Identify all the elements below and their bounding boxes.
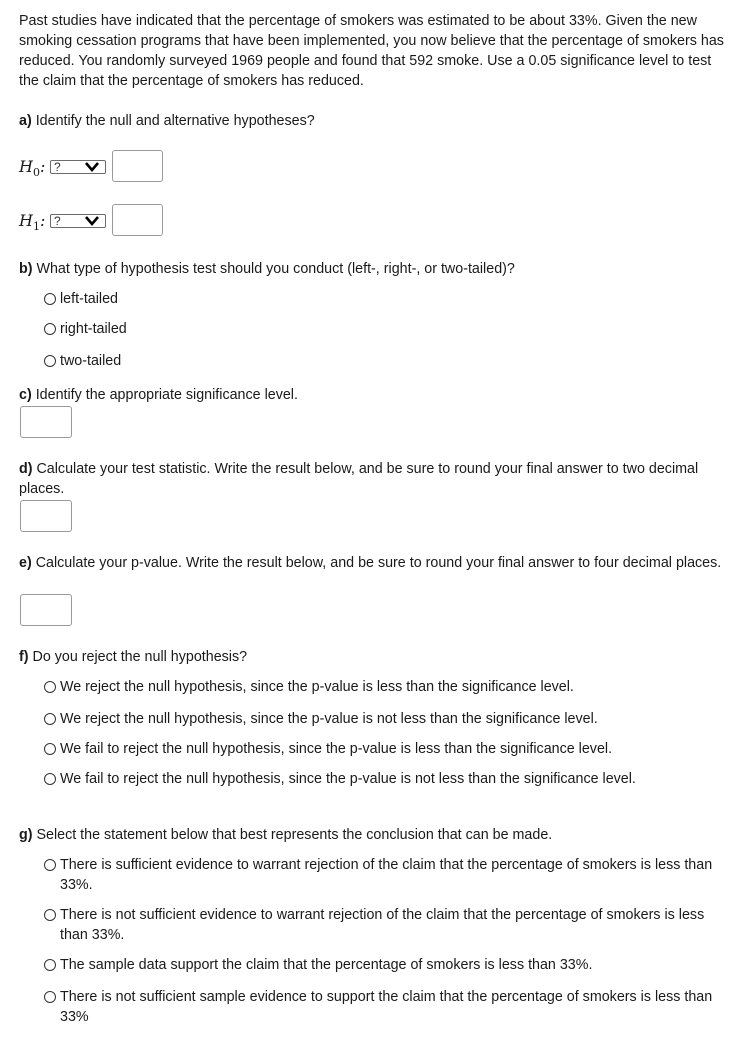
h0-value-input[interactable] <box>112 150 163 182</box>
question-c-text: Identify the appropriate significance level. <box>31 387 298 403</box>
radio-button[interactable] <box>44 859 56 871</box>
test-statistic-input[interactable] <box>20 500 72 532</box>
option-label: We reject the null hypothesis, since the p-value is less than the significance level. <box>60 679 574 695</box>
question-b-marker: b) <box>19 261 33 277</box>
radio-button[interactable] <box>44 991 56 1003</box>
question-d-marker: d) <box>19 461 33 477</box>
radio-button[interactable] <box>44 773 56 785</box>
radio-button[interactable] <box>44 743 56 755</box>
option-label: left-tailed <box>60 291 119 307</box>
radio-option-fail-not-less[interactable] <box>44 769 720 789</box>
question-d-text: Calculate your test statistic. Write the result below, and be sure to round your final answer to two decimal places. <box>19 461 699 497</box>
option-label: We reject the null hypothesis, since the p-value is not less than the significance level. <box>60 711 598 727</box>
option-label: two-tailed <box>60 353 122 369</box>
option-label: The sample data support the claim that the percentage of smokers is less than 33%. <box>60 957 593 973</box>
question-g-text: Select the statement below that best represents the conclusion that can be made. <box>32 827 553 843</box>
question-e <box>19 553 731 573</box>
h1-value-input[interactable] <box>112 204 163 236</box>
radio-option-reject-not-less[interactable] <box>44 709 720 729</box>
h1-label <box>19 211 45 237</box>
option-label: There is not sufficient sample evidence to support the claim that the percentage of smokers is less than 33% <box>60 989 713 1025</box>
question-f <box>19 647 247 667</box>
chevron-down-icon <box>83 161 101 173</box>
option-label: right-tailed <box>60 321 127 337</box>
h0-label <box>19 157 45 183</box>
significance-level-input[interactable] <box>20 406 72 438</box>
option-label: We fail to reject the null hypothesis, since the p-value is less than the significance level. <box>60 741 613 757</box>
option-label: There is not sufficient evidence to warrant rejection of the claim that the percentage of smokers is less than 33%. <box>60 907 705 943</box>
question-a <box>19 111 315 131</box>
question-b-text: What type of hypothesis test should you conduct (left-, right-, or two-tailed)? <box>32 261 515 277</box>
question-f-text: Do you reject the null hypothesis? <box>28 649 248 665</box>
radio-option-conclusion-2[interactable] <box>44 905 720 945</box>
h1-letter: H <box>19 211 33 230</box>
h1-select-value: ? <box>54 214 61 228</box>
h1-colon: : <box>39 211 46 230</box>
h1-operator-select[interactable] <box>50 214 106 228</box>
radio-button[interactable] <box>44 323 56 335</box>
question-a-text: Identify the null and alternative hypotheses? <box>31 113 315 129</box>
radio-button[interactable] <box>44 355 56 367</box>
radio-button[interactable] <box>44 713 56 725</box>
question-e-text: Calculate your p-value. Write the result below, and be sure to round your final answer to four decimal places. <box>31 555 722 571</box>
h0-subscript: 0 <box>32 166 40 180</box>
radio-option-left-tailed[interactable] <box>44 289 720 309</box>
option-label: There is sufficient evidence to warrant rejection of the claim that the percentage of smokers is less than 33%. <box>60 857 713 893</box>
question-f-marker: f) <box>19 649 29 665</box>
option-label: We fail to reject the null hypothesis, since the p-value is not less than the significance level. <box>60 771 636 787</box>
question-d <box>19 459 731 499</box>
radio-button[interactable] <box>44 681 56 693</box>
question-g-marker: g) <box>19 827 33 843</box>
question-b <box>19 259 515 279</box>
h0-operator-select[interactable] <box>50 160 106 174</box>
radio-button[interactable] <box>44 293 56 305</box>
h0-colon: : <box>39 157 46 176</box>
question-g <box>19 825 552 845</box>
question-a-marker: a) <box>19 113 32 129</box>
h1-subscript: 1 <box>32 220 40 234</box>
h0-letter: H <box>19 157 33 176</box>
radio-option-conclusion-4[interactable] <box>44 987 720 1027</box>
problem-statement: Past studies have indicated that the percentage of smokers was estimated to be about 33%. Given the new smoking cessation programs that have been implemented, you now believe that the percentage of smokers has reduced. You randomly surveyed 1969 people and found that 592 smoke. Use a 0.05 significance level to test the claim that the percentage of smokers has reduced. <box>19 13 724 89</box>
radio-option-reject-less[interactable] <box>44 677 720 697</box>
radio-option-right-tailed[interactable] <box>44 319 720 339</box>
question-c-marker: c) <box>19 387 32 403</box>
question-c <box>19 385 298 405</box>
radio-button[interactable] <box>44 909 56 921</box>
chevron-down-icon <box>83 215 101 227</box>
radio-option-conclusion-1[interactable] <box>44 855 720 895</box>
radio-option-conclusion-3[interactable] <box>44 955 720 975</box>
radio-button[interactable] <box>44 959 56 971</box>
h0-select-value: ? <box>54 160 61 174</box>
radio-option-fail-less[interactable] <box>44 739 720 759</box>
radio-option-two-tailed[interactable] <box>44 351 720 371</box>
p-value-input[interactable] <box>20 594 72 626</box>
question-e-marker: e) <box>19 555 32 571</box>
